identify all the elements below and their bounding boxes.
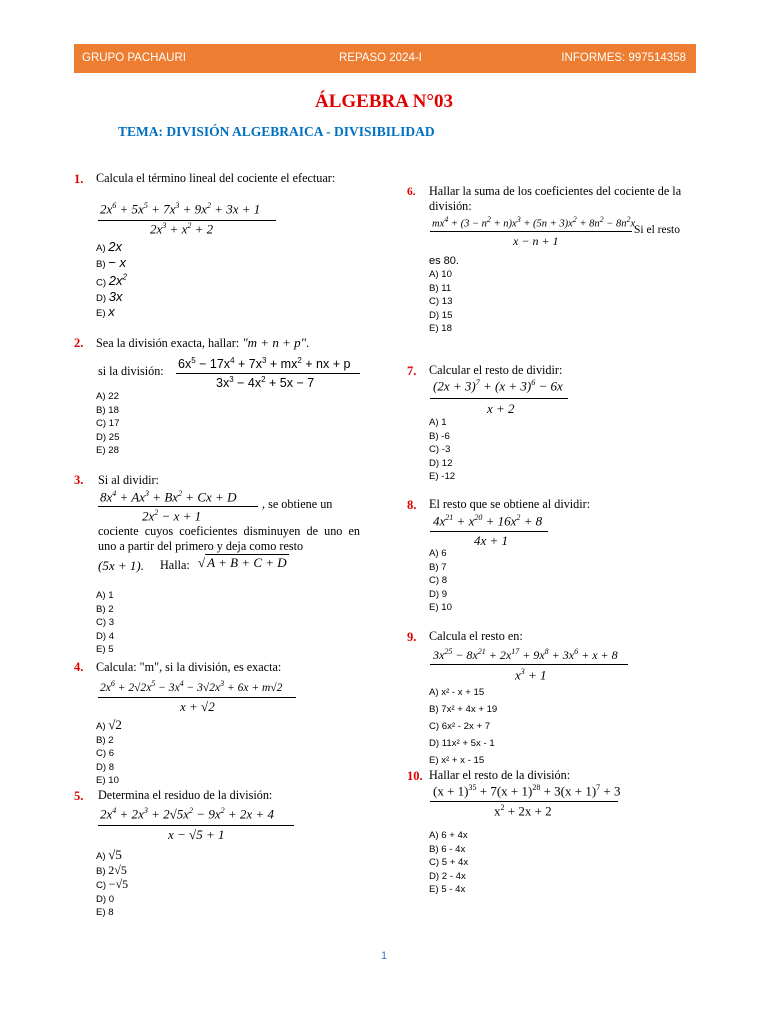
header-right: INFORMES: 997514358 xyxy=(561,52,686,64)
fraction-bar xyxy=(430,664,628,665)
question-text: si la división: xyxy=(98,364,164,378)
formula-denominator: x − √5 + 1 xyxy=(168,827,225,842)
formula-numerator: $4x^{21} + x^{20} + 16x^2 + 8$ xyxy=(433,513,543,529)
formula-numerator: $8x^4 + Ax^3 + Bx^2 + Cx + D$ xyxy=(100,489,237,505)
formula-denominator: $3x^3 - 4x^2 + 5x - 7$ xyxy=(216,375,315,391)
option: A) 1 xyxy=(96,590,114,601)
question-number: 8. xyxy=(407,498,417,512)
option: D) 12 xyxy=(429,457,453,469)
option-list xyxy=(96,240,127,321)
option: C) 5 + 4x xyxy=(429,857,469,868)
option: C) -3 xyxy=(429,444,451,455)
option-list xyxy=(96,589,114,657)
option: A) 22 xyxy=(96,391,119,402)
option: D) 0 xyxy=(96,893,115,905)
option: D) 4 xyxy=(96,630,115,642)
option-list xyxy=(429,547,452,615)
fraction-bar xyxy=(98,825,294,826)
topic-title: TEMA: DIVISIÓN ALGEBRAICA - DIVISIBILIDAD xyxy=(118,124,435,139)
option-list xyxy=(96,390,119,458)
question-number: 5. xyxy=(74,789,84,803)
page-title: ÁLGEBRA N°03 xyxy=(315,91,453,112)
question-number: 7. xyxy=(407,364,417,378)
option-list xyxy=(96,718,122,788)
option-list xyxy=(429,829,468,897)
option: C) 17 xyxy=(96,418,120,429)
question-text: Si el resto xyxy=(634,224,680,236)
option: E) 5 - 4x xyxy=(429,884,466,895)
option: B) -6 xyxy=(429,430,450,442)
option: D) 25 xyxy=(96,431,120,443)
formula-numerator: $2x^4 + 2x^3 + 2√5x^2 - 9x^2 + 2x + 4$ xyxy=(100,806,274,822)
formula-numerator: $mx^4 + (3 - n^2 + n)x^3 + (5n + 3)x^2 + 8n^2 - 8n^2x$ xyxy=(432,215,636,230)
fraction-bar xyxy=(430,231,632,232)
option-list xyxy=(429,268,452,336)
formula-denominator: x + √2 xyxy=(180,699,215,714)
option: E) 28 xyxy=(96,445,119,456)
option: C) $2x^2$ xyxy=(96,273,127,289)
option: D) 9 xyxy=(429,588,448,600)
option: C) 8 xyxy=(429,575,448,586)
option: A) 6 + 4x xyxy=(429,830,468,841)
question-number: 3. xyxy=(74,473,84,487)
option: A) 6 xyxy=(429,548,447,559)
option: E) 5 xyxy=(96,644,114,655)
option: A) 2x xyxy=(96,239,122,254)
question-text: Calcula: "m", si la división, es exacta: xyxy=(96,660,282,674)
question-text: es 80. xyxy=(429,255,459,267)
question-text: Calcular el resto de dividir: xyxy=(429,363,563,377)
question-text: Determina el residuo de la división: xyxy=(98,788,273,802)
option: C) 3 xyxy=(96,617,115,628)
option: E) x xyxy=(96,304,115,320)
option-list xyxy=(429,684,497,769)
page-number: 1 xyxy=(380,950,388,962)
option: E) 10 xyxy=(429,602,452,613)
option: B) 2 xyxy=(96,603,114,615)
option: E) 10 xyxy=(96,775,119,786)
formula-denominator: $x^2 + 2x + 2$ xyxy=(494,803,552,819)
option: D) 11x² + 5x - 1 xyxy=(429,738,495,749)
formula-denominator: 4x + 1 xyxy=(474,533,509,548)
question-number: 4. xyxy=(74,660,84,674)
formula-numerator: $2x^6 + 5x^5 + 7x^3 + 9x^2 + 3x + 1$ xyxy=(100,201,261,217)
formula-remainder: (5x + 1). xyxy=(98,558,144,573)
formula-denominator: x − n + 1 xyxy=(513,234,559,248)
option: C) 13 xyxy=(429,296,453,307)
option: D) 15 xyxy=(429,309,453,321)
option: E) 18 xyxy=(429,323,452,334)
fraction-bar xyxy=(98,506,258,507)
formula-denominator: $x^3 + 1$ xyxy=(515,667,547,683)
formula-sqrt: √ A + B + C + D xyxy=(198,555,287,570)
formula-numerator: $6x^5 - 17x^4 + 7x^3 + mx^2$ + nx + p xyxy=(178,356,351,372)
question-text: El resto que se obtiene al dividir: xyxy=(429,497,591,511)
option: A) √2 xyxy=(96,717,122,732)
question-number: 1. xyxy=(74,172,84,186)
question-text: Calcula el término lineal del cociente el efectuar: xyxy=(96,171,336,185)
formula-denominator: $2x^3 + x^2 + 2$ xyxy=(150,221,214,237)
option: E) -12 xyxy=(429,471,456,482)
option: B) 7 xyxy=(429,561,447,573)
option: C) 6x² - 2x + 7 xyxy=(429,721,491,732)
fraction-bar xyxy=(176,373,360,374)
question-text: Si al dividir: xyxy=(98,473,159,487)
question-text: , se obtiene un xyxy=(262,497,333,511)
fraction-bar xyxy=(430,531,548,532)
question-text: Halla: xyxy=(160,558,190,572)
question-text: Hallar el resto de la división: xyxy=(429,768,571,782)
option: C) 6 xyxy=(96,748,115,759)
formula-numerator: $2x^6 + 2√2x^5 - 3x^4 - 3√2x^3 + 6x + m√2$ xyxy=(100,679,283,694)
formula-denominator: $2x^2 - x + 1$ xyxy=(142,508,202,524)
formula-numerator: $(x + 1)^{35} + 7(x + 1)^{28} + 3(x + 1)^7 + 3$ xyxy=(433,783,621,799)
option: A) √5 xyxy=(96,847,122,862)
option: B) 2 xyxy=(96,734,114,746)
option: B) 2√5 xyxy=(96,862,127,877)
question-text: cociente cuyos coeficientes disminuyen de uno en uno a partir del primero y deja como resto xyxy=(98,524,360,553)
fraction-bar xyxy=(430,398,568,399)
option: B) − x xyxy=(96,254,126,270)
question-number: 6. xyxy=(407,186,416,198)
option: D) 3x xyxy=(96,288,123,304)
header-center: REPASO 2024-I xyxy=(339,52,422,64)
option: A) 10 xyxy=(429,269,452,280)
question-number: 2. xyxy=(74,336,84,350)
fraction-bar xyxy=(98,697,296,698)
question-number: 9. xyxy=(407,630,417,644)
formula-numerator: $(2x + 3)^7 + (x + 3)^6 - 6x$ xyxy=(433,378,563,394)
question-text: Calcula el resto en: xyxy=(429,629,523,643)
option: B) 7x² + 4x + 19 xyxy=(429,704,498,715)
option: D) 8 xyxy=(96,761,115,773)
option: A) x² - x + 15 xyxy=(429,687,485,698)
option: D) 2 - 4x xyxy=(429,870,466,882)
option: C) −√5 xyxy=(96,877,129,891)
option: B) 11 xyxy=(429,282,452,294)
header-bar xyxy=(74,44,696,73)
option: E) x² + x - 15 xyxy=(429,755,485,766)
header-left: GRUPO PACHAURI xyxy=(82,52,186,64)
option-list xyxy=(429,416,455,484)
question-text: Hallar la suma de los coeficientes del cociente de la división: xyxy=(429,184,682,213)
question-text: Sea la división exacta, hallar: "m + n + p". xyxy=(96,335,310,350)
option: B) 6 - 4x xyxy=(429,843,466,855)
option: E) 8 xyxy=(96,907,114,918)
option: B) 18 xyxy=(96,404,119,416)
formula-numerator: $3x^{25} - 8x^{21} + 2x^{17} + 9x^8 + 3x^6 + x + 8$ xyxy=(433,647,618,662)
option-list xyxy=(96,848,128,920)
fraction-bar xyxy=(430,801,618,802)
option: A) 1 xyxy=(429,417,447,428)
question-number: 10. xyxy=(407,769,423,783)
formula-denominator: x + 2 xyxy=(487,401,515,416)
